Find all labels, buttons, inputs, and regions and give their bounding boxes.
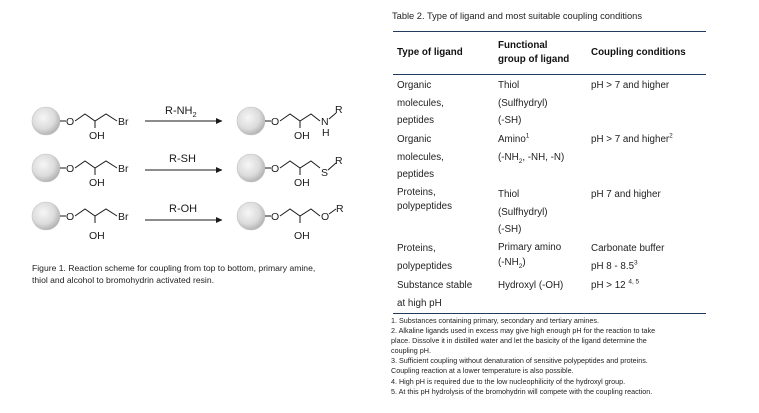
scheme-row-amine — [32, 104, 343, 142]
r-group-label: R — [335, 104, 343, 116]
bromo-label: Br — [118, 163, 129, 175]
footnote-line: place. Dissolve it in distilled water and let the basicity of the ligand determine the — [391, 336, 647, 346]
ether-oxygen-label: O — [66, 116, 75, 128]
figure-caption — [32, 262, 332, 286]
hydroxyl-label: OH — [89, 130, 105, 142]
footnote-line: 2. Alkaline ligands used in excess may give high enough pH for the reaction to take — [391, 326, 656, 336]
cell-line: peptides — [397, 115, 435, 126]
table-caption: Table 2. Type of ligand and most suitable coupling conditions — [392, 11, 642, 21]
cell-line: (-SH) — [498, 224, 522, 235]
hydroxyl-label: OH — [294, 130, 310, 142]
cell-functional-group — [498, 240, 561, 270]
hydroxyl-label: OH — [89, 177, 105, 189]
cell-line: Thiol — [498, 80, 520, 91]
hydrogen-label: H — [322, 127, 330, 139]
sulfur-label: S — [321, 167, 329, 179]
cell-ligand-type — [397, 240, 452, 275]
figure-caption-line: Figure 1. Reaction scheme for coupling from top to bottom, primary amine, — [32, 263, 316, 273]
bromo-label: Br — [118, 211, 129, 223]
resin-bead — [237, 154, 265, 182]
cell-coupling-conditions: pH > 12 $^{4, 5}$ — [591, 278, 640, 291]
ether-oxygen-label: O — [271, 163, 280, 175]
cell-ligand-type — [397, 131, 444, 184]
bromohydrin-resin-left — [32, 154, 129, 189]
header-type-of-ligand: Type of ligand — [397, 47, 463, 58]
reagent-label: R-SH — [169, 153, 196, 165]
coupled-product-right — [237, 202, 344, 242]
table-bottom-rule — [393, 313, 706, 314]
cell-line: polypeptides — [397, 201, 453, 212]
table-top-rule — [393, 31, 706, 32]
cell-line: polypeptides — [397, 260, 453, 272]
cell-coupling-conditions: pH 7 and higher — [591, 189, 661, 200]
resin-bead — [32, 154, 60, 182]
cell-line: Proteins, — [397, 187, 436, 198]
cell-ligand-type — [397, 77, 444, 130]
cell-line: Proteins, — [397, 243, 436, 254]
cell-functional-group — [498, 77, 548, 130]
reaction-scheme — [0, 0, 385, 260]
cell-line: (-SH) — [498, 115, 522, 126]
cell-line: Thiol — [498, 189, 520, 200]
cell-functional-group: Hydroxyl (-OH) — [498, 280, 564, 291]
header-functional-group — [498, 39, 569, 67]
bromo-label: Br — [118, 116, 129, 128]
cell-line: (Sulfhydryl) — [498, 97, 548, 109]
hydroxyl-label: OH — [294, 230, 310, 242]
cell-line: ($-NH_2$, -NH, -N) — [498, 151, 565, 165]
cell-line: (Sulfhydryl) — [498, 206, 548, 218]
bromohydrin-resin-left — [32, 107, 129, 142]
cell-line: Amino$^1$ — [498, 132, 530, 145]
cell-coupling-conditions — [591, 240, 664, 275]
cell-ligand-type — [397, 186, 452, 214]
cell-coupling-conditions: pH > 7 and higher — [591, 80, 670, 91]
cell-coupling-conditions: pH > 7 and higher$^2$ — [591, 132, 673, 145]
cell-line: Primary amino — [498, 242, 562, 253]
cell-line: Organic — [397, 134, 432, 145]
cell-ligand-type — [397, 277, 472, 312]
scheme-row-thiol — [32, 153, 343, 189]
coupled-product-right — [237, 104, 343, 142]
resin-bead — [237, 107, 265, 135]
nitrogen-label: N — [321, 116, 329, 128]
r-group-label: R — [335, 155, 343, 167]
header-functional-line: group of ligand — [498, 54, 570, 65]
cell-line: peptides — [397, 169, 435, 180]
ether-oxygen-label: O — [271, 116, 280, 128]
cell-line: Organic — [397, 80, 432, 91]
footnote-line: 4. High pH is required due to the low nucleophilicity of the hydroxyl group. — [391, 376, 626, 386]
cell-line: molecules, — [397, 97, 444, 109]
cell-line: Carbonate buffer — [591, 243, 665, 254]
footnote-line: Coupling reaction at a lower temperature is also possible. — [391, 366, 574, 376]
footnote-line: 5. At this pH hydrolysis of the bromohydrin will compete with the coupling reaction. — [391, 386, 653, 396]
ether-oxygen-label: O — [271, 211, 280, 223]
footnote-line: coupling pH. — [391, 346, 431, 356]
coupled-product-right — [237, 154, 343, 189]
ether-oxygen-label: O — [66, 211, 75, 223]
r-group-label: R — [336, 203, 344, 215]
resin-bead — [32, 107, 60, 135]
bromohydrin-resin-left — [32, 202, 129, 242]
cell-line: at high pH — [397, 297, 442, 309]
table-footnotes — [391, 316, 711, 397]
scheme-row-alcohol — [32, 202, 344, 242]
table-header-rule — [393, 74, 706, 75]
resin-bead — [237, 202, 265, 230]
ether-oxygen-label: O — [66, 163, 75, 175]
footnote-line: 1. Substances containing primary, secondary and tertiary amines. — [391, 316, 600, 325]
reagent-label: $R-NH_2$ — [165, 105, 197, 119]
cell-line: molecules, — [397, 151, 444, 163]
resin-bead — [32, 202, 60, 230]
reagent-label: R-OH — [169, 203, 198, 215]
cell-functional-group — [498, 131, 564, 166]
cell-line: $(-NH_2)$ — [498, 257, 526, 270]
header-functional-line: Functional — [498, 40, 548, 51]
hydroxyl-label: OH — [89, 230, 105, 242]
cell-functional-group — [498, 186, 548, 239]
cell-line: Substance stable — [397, 280, 473, 291]
figure-caption-line: thiol and alcohol to bromohydrin activated resin. — [32, 275, 215, 285]
header-coupling-conditions: Coupling conditions — [591, 47, 686, 58]
footnote-line: 3. Sufficient coupling without denaturation of sensitive polypeptides and proteins. — [391, 356, 648, 366]
hydroxyl-label: OH — [294, 177, 310, 189]
cell-line: pH $8 - 8.5^3$ — [591, 259, 638, 272]
oxygen-label: O — [321, 211, 330, 223]
